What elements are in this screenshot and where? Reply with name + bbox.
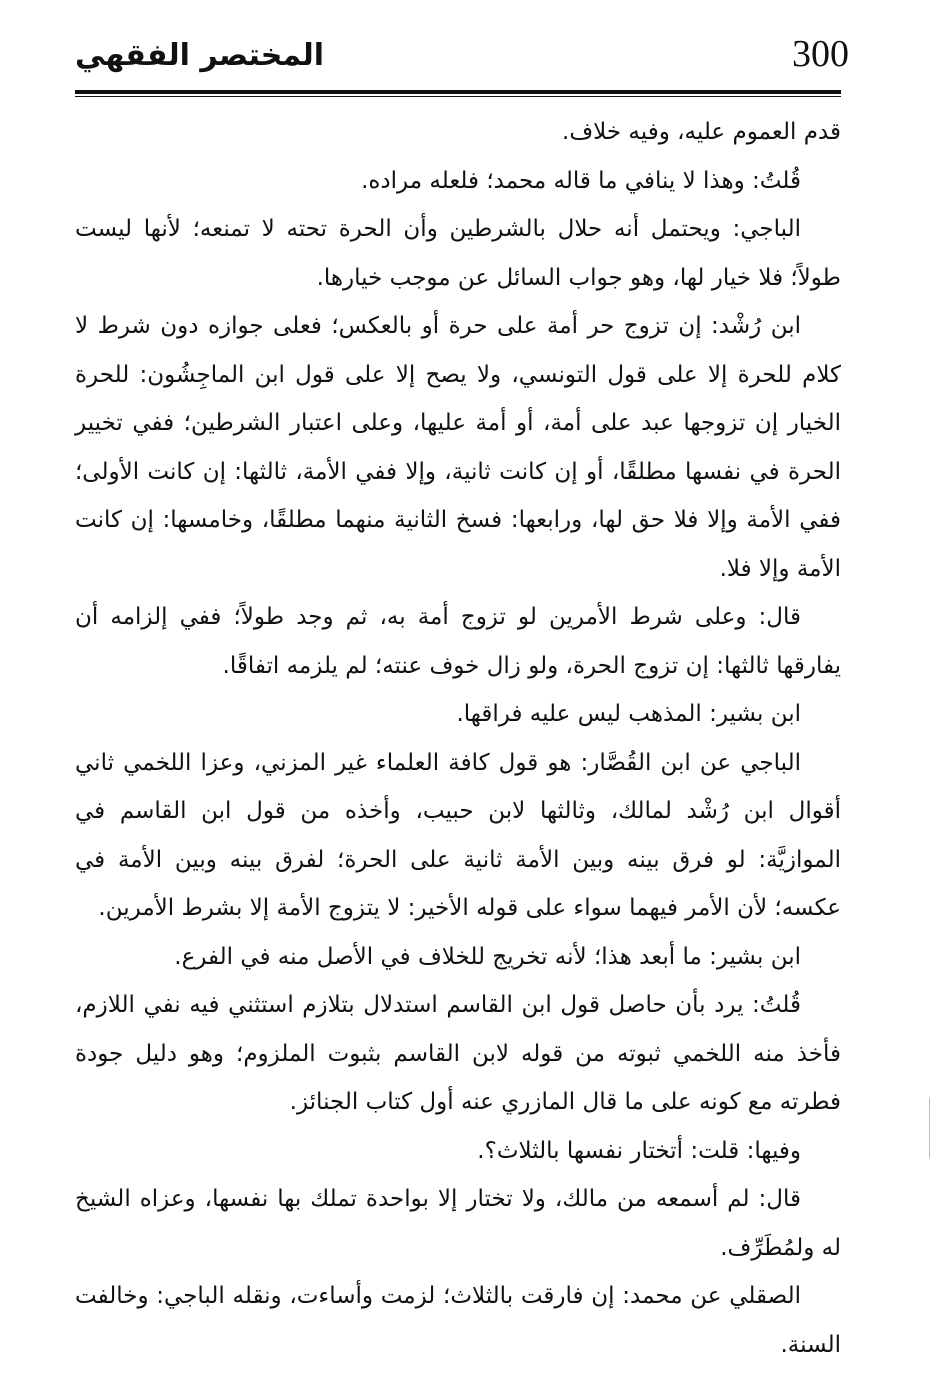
paragraph: ابن بشير: ما أبعد هذا؛ لأنه تخريج للخلاف في الأصل منه في الفرع. [174, 943, 801, 970]
paragraph: الباجي عن ابن القُصَّار: هو قول كافة العلماء غير المزني، وعزا اللخمي ثاني أقوال ابن رُشْد لمالك، وثالثها لابن حبيب، وأخذه من قول ابن القاسم في الموازيَّة: لو فرق بينه وبين الأمة ثانية على الحرة؛ لفرق بينه وبين الأمة في عكسه؛ لأن الأمر فيهما سواء على قوله الأخير: لا يتزوج الأمة إلا بشرط الأمرين. [75, 749, 841, 921]
scan-edge-mark [929, 1098, 930, 1158]
header-rule-thin [75, 96, 841, 97]
paragraph: الصقلي عن محمد: إن فارقت بالثلاث؛ لزمت وأساءت، ونقله الباجي: وخالفت السنة. [75, 1283, 841, 1358]
page-body [75, 108, 841, 1369]
page-header [75, 30, 849, 82]
paragraph: قال: لم أسمعه من مالك، ولا تختار إلا بواحدة تملك بها نفسها، وعزاه الشيخ له ولمُطَرِّف. [75, 1186, 841, 1261]
paragraph: قدم العموم عليه، وفيه خلاف. [562, 119, 841, 145]
paragraph: قُلتُ: يرد بأن حاصل قول ابن القاسم استدلال بتلازم استثني فيه نفي اللازم، فأخذ منه اللخمي ثبوته من قوله لابن القاسم بثبوت الملزوم؛ وهو دليل جودة فطرته مع كونه على ما قال المازري عنه أول كتاب الجنائز. [75, 992, 841, 1115]
paragraph: الباجي: ويحتمل أنه حلال بالشرطين وأن الحرة تحته لا تمنعه؛ لأنها ليست طولاً؛ فلا خيار لها، وهو جواب السائل عن موجب خيارها. [75, 216, 841, 291]
page-number: 300 [792, 33, 849, 75]
paragraph: قُلتُ: وهذا لا ينافي ما قاله محمد؛ فلعله مراده. [361, 167, 801, 194]
header-rule [75, 90, 841, 94]
paragraph: ابن رُشْد: إن تزوج حر أمة على حرة أو بالعكس؛ فعلى جوازه دون شرط لا كلام للحرة إلا على قول التونسي، ولا يصح إلا على قول ابن الماجِشُون: للحرة الخيار إن تزوجها عبد على أمة، أو أمة عليها، وعلى اعتبار الشرطين؛ ففي تخيير الحرة في نفسها مطلقًا، أو إن كانت ثانية، وإلا ففي الأمة، ثالثها: إن كانت الأولى؛ ففي الأمة وإلا فلا حق لها، ورابعها: فسخ الثانية منهما مطلقًا، وخامسها: إن كانت الأمة وإلا فلا. [75, 313, 841, 582]
paragraph: ابن بشير: المذهب ليس عليه فراقها. [456, 701, 801, 727]
paragraph: وفيها: قلت: أتختار نفسها بالثلاث؟. [477, 1137, 801, 1164]
paragraph: قال: وعلى شرط الأمرين لو تزوج أمة به، ثم وجد طولاً؛ ففي إلزامه أن يفارقها ثالثها: إن تزوج الحرة، ولو زال خوف عنته؛ لم يلزمه اتفاقًا. [75, 604, 841, 679]
book-title: المختصر الفقهي [75, 38, 325, 73]
